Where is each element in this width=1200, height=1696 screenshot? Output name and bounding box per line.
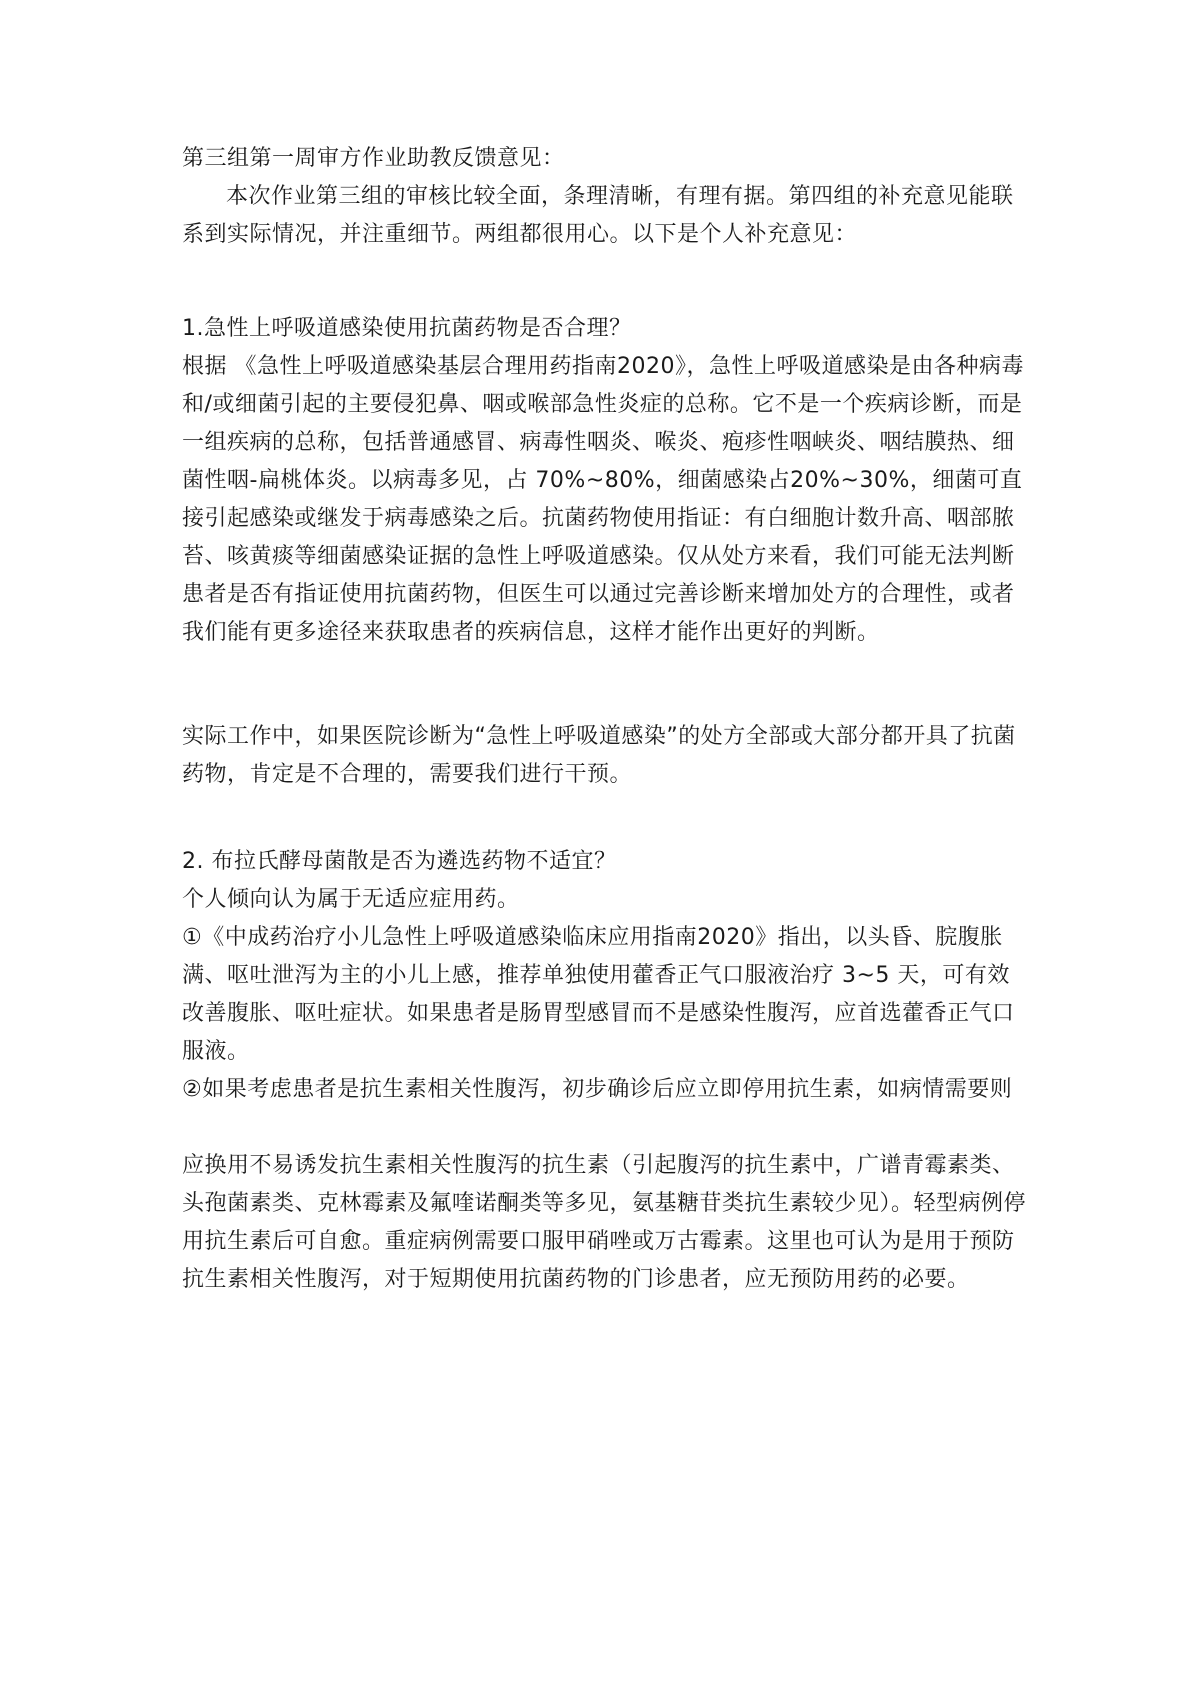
section1-paragraph-2: 实际工作中，如果医院诊断为“急性上呼吸道感染”的处方全部或大部分都开具了抗菌药物，肯定是不合理的，需要我们进行干预。 xyxy=(182,724,1016,787)
section2-paragraph-3: ②如果考虑患者是抗生素相关性腹泻，初步确诊后应立即停用抗生素，如病情需要则 xyxy=(182,1077,1013,1102)
section2-paragraph-4: 应换用不易诱发抗生素相关性腹泻的抗生素（引起腹泻的抗生素中，广谱青霉素类、头孢菌素类、克林霉素及氟喹诺酮类等多见，氨基糖苷类抗生素较少见）。轻型病例停用抗生素后可自愈。重症病例需要口服甲硝唑或万古霉素。这里也可认为是用于预防抗生素相关性腹泻，对于短期使用抗菌药物的门诊患者，应无预防用药的必要。 xyxy=(182,1153,1027,1292)
section2-paragraph-2: ①《中成药治疗小儿急性上呼吸道感染临床应用指南2020》指出，以头昏、脘腹胀满、呕吐泄泻为主的小儿上感，推荐单独使用藿香正气口服液治疗 3~5 天，可有效改善腹胀、呕吐症状。如果患者是肠胃型感冒而不是感染性腹泻，应首选藿香正气口服液。 xyxy=(182,925,1015,1064)
intro-paragraph: 本次作业第三组的审核比较全面，条理清晰，有理有据。第四组的补充意见能联系到实际情况，并注重细节。两组都很用心。以下是个人补充意见： xyxy=(182,184,1014,247)
document-title: 第三组第一周审方作业助教反馈意见： xyxy=(182,146,565,171)
section1-heading: 1.急性上呼吸道感染使用抗菌药物是否合理？ xyxy=(182,316,632,341)
section2-heading: 2. 布拉氏酵母菌散是否为遴选药物不适宜？ xyxy=(182,849,617,874)
section1-paragraph-1: 根据 《急性上呼吸道感染基层合理用药指南2020》，急性上呼吸道感染是由各种病毒和/或细菌引起的主要侵犯鼻、咽或喉部急性炎症的总称。它不是一个疾病诊断，而是一组疾病的总称，包括普通感冒、病毒性咽炎、喉炎、疱疹性咽峡炎、咽结膜热、细菌性咽-扁桃体炎。以病毒多见，占 70%~80%，细菌感染占20%~30%，细菌可直接引起感染或继发于病毒感染之后。抗菌药物使用指证：有白细胞计数升高、咽部脓苔、咳黄痰等细菌感染证据的急性上呼吸道感染。仅从处方来看，我们可能无法判断患者是否有指证使用抗菌药物，但医生可以通过完善诊断来增加处方的合理性，或者我们能有更多途径来获取患者的疾病信息，这样才能作出更好的判断。 xyxy=(182,354,1024,645)
section2-paragraph-1: 个人倾向认为属于无适应症用药。 xyxy=(182,887,520,912)
